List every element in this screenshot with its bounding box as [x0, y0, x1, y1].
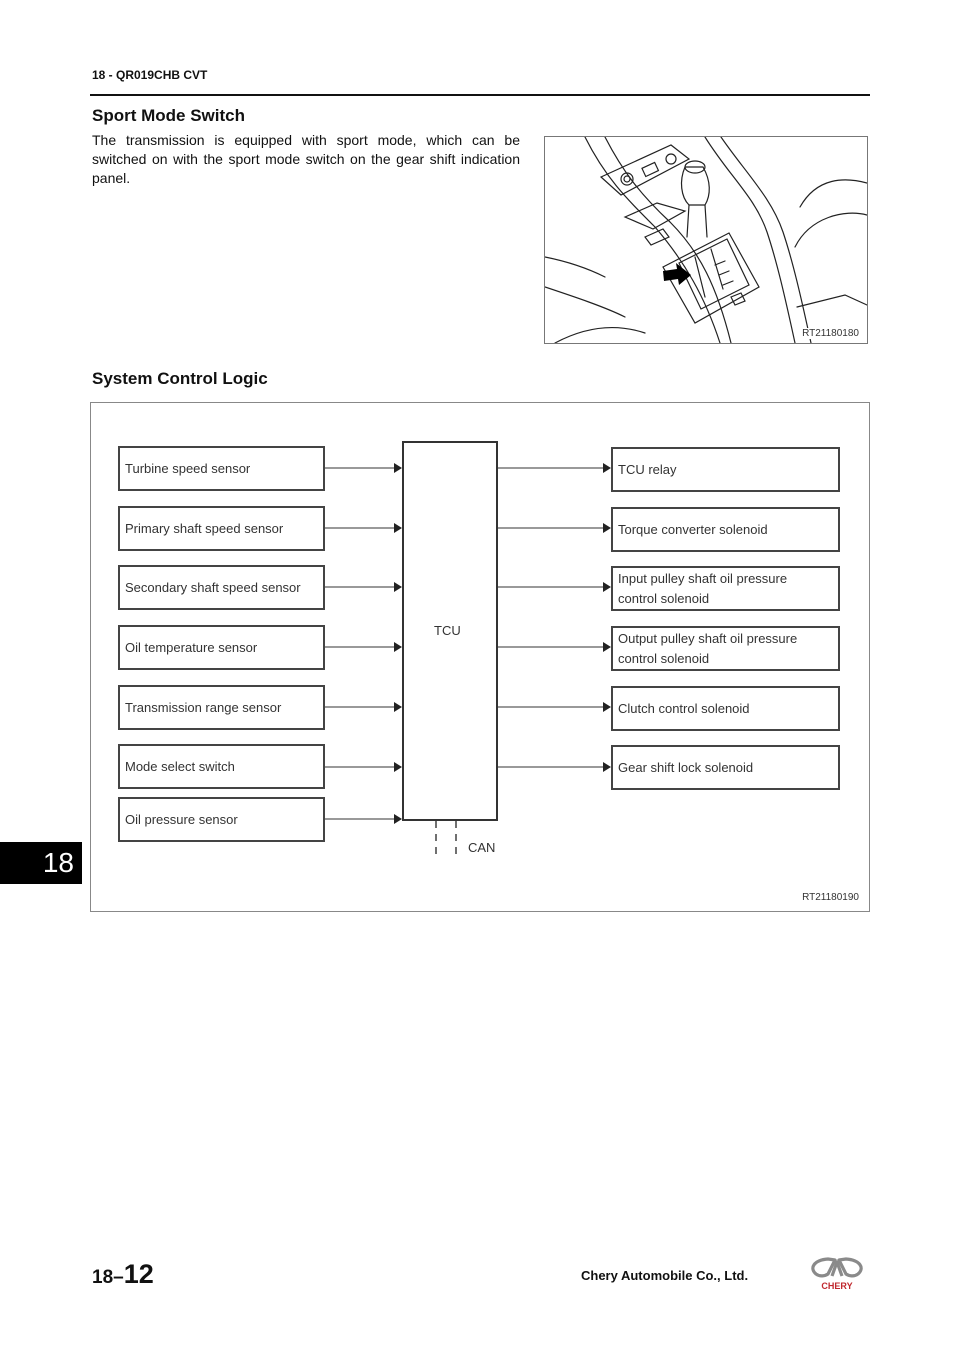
figure-code: RT21180190	[802, 892, 859, 903]
output-tcu-relay	[611, 447, 840, 492]
input-transmission-range-sensor: Transmission range sensor	[118, 685, 325, 730]
chery-logo	[806, 1254, 868, 1292]
output-line: control solenoid	[618, 650, 710, 666]
chery-logo-icon	[806, 1254, 868, 1292]
output-output-pulley-solenoid	[611, 626, 840, 671]
chapter-tab: 18	[0, 842, 82, 884]
control-logic-heading: System Control Logic	[92, 369, 268, 388]
output-line: control solenoid	[618, 590, 710, 606]
output-line: Output pulley shaft oil pressure	[618, 630, 798, 646]
figure-code: RT21180180	[802, 328, 859, 339]
sport-mode-heading: Sport Mode Switch	[92, 106, 245, 125]
output-gear-shift-lock-solenoid	[611, 745, 840, 790]
output-line: Clutch control solenoid	[618, 700, 750, 716]
page-number	[92, 1259, 154, 1290]
input-primary-shaft-speed-sensor: Primary shaft speed sensor	[118, 506, 325, 551]
can-bus-lines	[436, 821, 456, 859]
input-mode-select-switch: Mode select switch	[118, 744, 325, 789]
can-label: CAN	[468, 840, 496, 855]
tcu-label: TCU	[434, 623, 461, 638]
output-line: Input pulley shaft oil pressure	[618, 570, 788, 586]
output-line: Torque converter solenoid	[618, 521, 768, 537]
output-clutch-control-solenoid	[611, 686, 840, 731]
input-oil-temperature-sensor: Oil temperature sensor	[118, 625, 325, 670]
running-header: 18 - QR019CHB CVT	[92, 68, 208, 82]
control-logic-diagram	[90, 402, 870, 912]
output-line: TCU relay	[618, 461, 677, 477]
input-turbine-speed-sensor: Turbine speed sensor	[118, 446, 325, 491]
page-prefix: 18–	[92, 1267, 124, 1288]
gear-shift-illustration	[545, 137, 867, 343]
output-torque-converter-solenoid	[611, 507, 840, 552]
logo-text: CHERY	[821, 1281, 853, 1291]
input-oil-pressure-sensor: Oil pressure sensor	[118, 797, 325, 842]
output-line: Gear shift lock solenoid	[618, 759, 754, 775]
sport-mode-description: The transmission is equipped with sport mode, which can be switched on with the sport mode switch on the gear shift indication panel.	[92, 132, 520, 186]
output-input-pulley-solenoid	[611, 566, 840, 611]
gear-shift-panel-figure	[544, 136, 868, 344]
input-secondary-shaft-speed-sensor: Secondary shaft speed sensor	[118, 565, 325, 610]
company-name: Chery Automobile Co., Ltd.	[581, 1268, 749, 1283]
header-rule	[90, 94, 870, 96]
page-number-value: 12	[123, 1259, 154, 1289]
